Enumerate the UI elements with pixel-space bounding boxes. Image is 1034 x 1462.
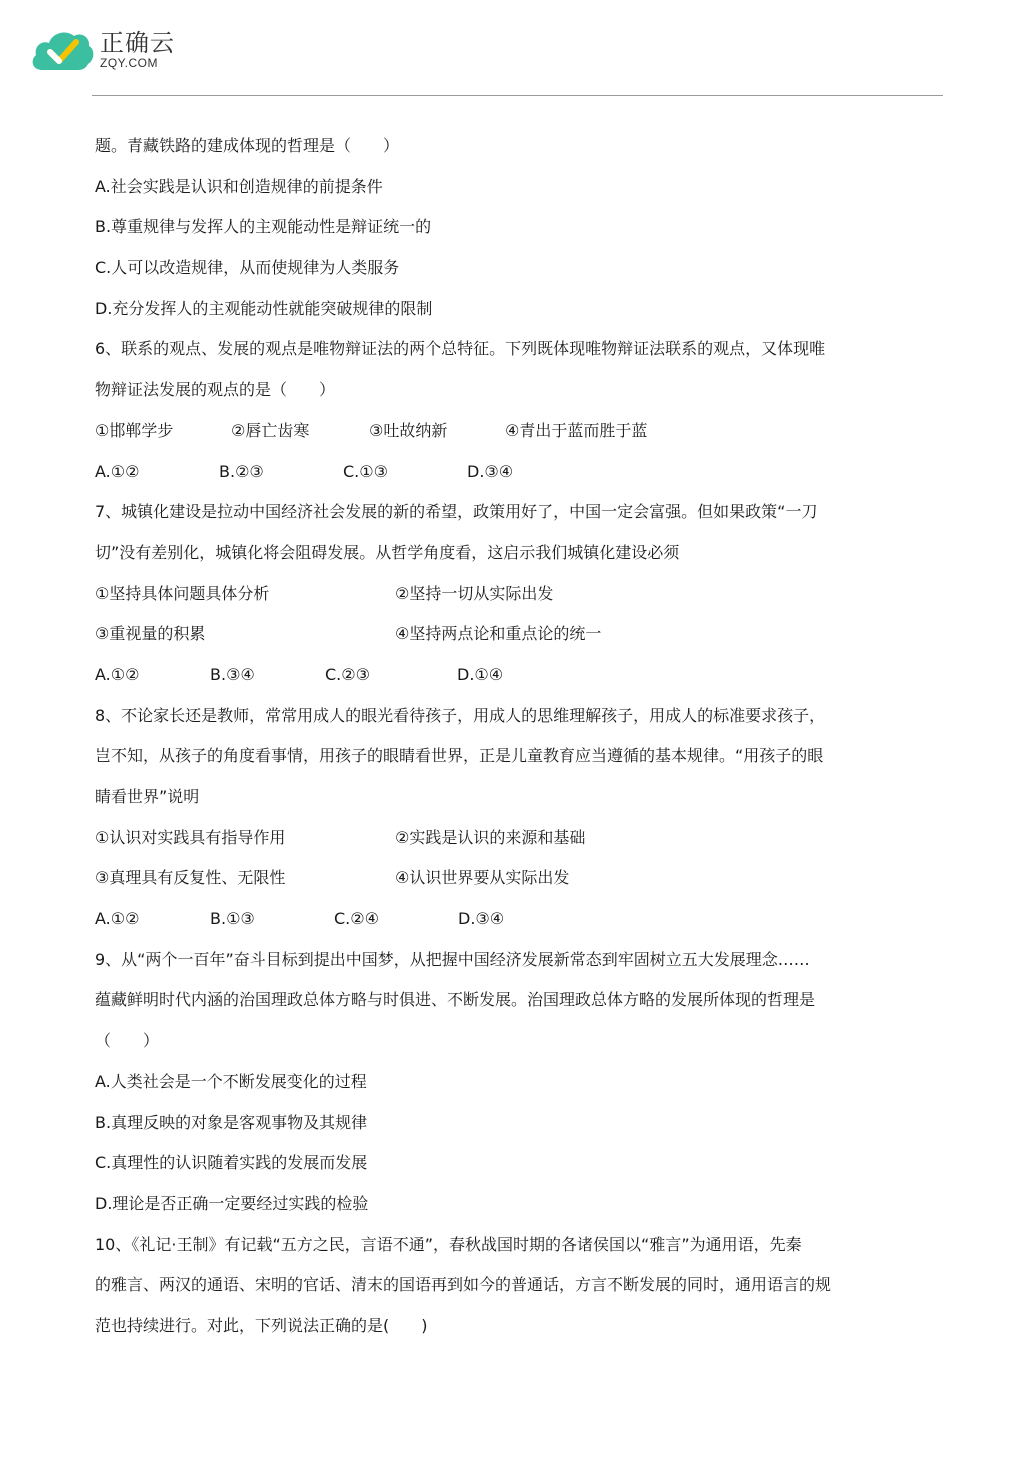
q6-statements [95, 411, 940, 452]
q7-choice-c: C.②③ [325, 664, 370, 684]
option-a: A.社会实践是认识和创造规律的前提条件 [95, 176, 383, 196]
q7-choice-b: B.③④ [210, 664, 255, 684]
q8-statement-3: ③真理具有反复性、无限性 [95, 868, 286, 888]
question-10-text: 10、《礼记·王制》有记载“五方之民，言语不通”，春秋战国时期的各诸侯国以“雅言”为通用语，先秦 [95, 1234, 802, 1254]
q8-statements-row2 [95, 858, 940, 899]
q6-choice-d: D.③④ [467, 461, 514, 481]
q8-choice-d: D.③④ [458, 909, 505, 929]
q8-answer-choices [95, 899, 940, 940]
question-6-text: 6、联系的观点、发展的观点是唯物辩证法的两个总特征。下列既体现唯物辩证法联系的观点，又体现唯 [95, 339, 826, 359]
question-10-text-cont: 的雅言、两汉的通语、宋明的官话、清末的国语再到如今的普通话，方言不断发展的同时，通用语言的规 [95, 1275, 832, 1295]
q6-statement-2: ②唇亡齿寒 [231, 420, 310, 440]
question-8-text-end: 睛看世界”说明 [95, 787, 200, 806]
question-9-text: 9、从“两个一百年”奋斗目标到提出中国梦，从把握中国经济发展新常态到牢固树立五大发展理念…… [95, 949, 810, 969]
header-divider [92, 95, 943, 96]
cloud-check-logo-icon [28, 24, 96, 76]
option-c: C.人可以改造规律，从而使规律为人类服务 [95, 258, 400, 278]
q9-option-c: C.真理性的认识随着实践的发展而发展 [95, 1153, 368, 1173]
question-7-text: 7、城镇化建设是拉动中国经济社会发展的新的希望，政策用好了，中国一定会富强。但如果政策“一刀 [95, 502, 818, 522]
q6-statement-1: ①邯郸学步 [95, 420, 174, 440]
q8-statement-1: ①认识对实践具有指导作用 [95, 827, 286, 847]
q8-choice-a: A.①② [95, 909, 140, 929]
question-10-text-end: 范也持续进行。对此，下列说法正确的是( ) [95, 1315, 428, 1335]
question-text: 题。青藏铁路的建成体现的哲理是（ ） [95, 136, 400, 155]
q7-choice-d: D.①④ [457, 664, 504, 684]
question-7-text-cont: 切”没有差别化，城镇化将会阻碍发展。从哲学角度看，这启示我们城镇化建设必须 [95, 542, 680, 562]
q7-statements-row1 [95, 574, 940, 615]
option-b: B.尊重规律与发挥人的主观能动性是辩证统一的 [95, 217, 432, 237]
exam-content [95, 126, 940, 1347]
q6-statement-4: ④青出于蓝而胜于蓝 [505, 420, 648, 440]
question-8-text-cont: 岂不知，从孩子的角度看事情，用孩子的眼睛看世界，正是儿童教育应当遵循的基本规律。“用孩子的眼 [95, 746, 824, 766]
q7-choice-a: A.①② [95, 664, 140, 684]
header-logo [28, 22, 175, 78]
q6-choice-a: A.①② [95, 461, 140, 481]
q6-answer-choices [95, 452, 940, 493]
q8-statements-row1 [95, 818, 940, 859]
q8-statement-2: ②实践是认识的来源和基础 [395, 827, 586, 847]
logo-name-en: ZQY.COM [100, 56, 158, 70]
option-d: D.充分发挥人的主观能动性就能突破规律的限制 [95, 298, 433, 318]
q9-option-b: B.真理反映的对象是客观事物及其规律 [95, 1112, 368, 1132]
q7-statement-1: ①坚持具体问题具体分析 [95, 583, 270, 603]
question-6-text-cont: 物辩证法发展的观点的是（ ） [95, 380, 336, 400]
question-9-blank: （ ） [95, 1031, 160, 1051]
question-9-text-cont: 蕴藏鲜明时代内涵的治国理政总体方略与时俱进、不断发展。治国理政总体方略的发展所体现的哲理是 [95, 990, 816, 1010]
q6-statement-3: ③吐故纳新 [369, 420, 448, 440]
q8-choice-b: B.①③ [210, 909, 255, 929]
q7-answer-choices [95, 655, 940, 696]
q7-statement-4: ④坚持两点论和重点论的统一 [395, 624, 602, 644]
q8-choice-c: C.②④ [334, 909, 379, 929]
q9-option-d: D.理论是否正确一定要经过实践的检验 [95, 1193, 369, 1213]
question-8-text: 8、不论家长还是教师，常常用成人的眼光看待孩子，用成人的思维理解孩子，用成人的标准要求孩子， [95, 705, 826, 725]
q7-statement-2: ②坚持一切从实际出发 [395, 583, 554, 603]
q6-choice-b: B.②③ [219, 461, 264, 481]
q7-statements-row2 [95, 614, 940, 655]
logo-name-cn: 正确云 [100, 29, 175, 57]
q8-statement-4: ④认识世界要从实际出发 [395, 868, 570, 888]
q7-statement-3: ③重视量的积累 [95, 624, 206, 644]
q6-choice-c: C.①③ [343, 461, 388, 481]
q9-option-a: A.人类社会是一个不断发展变化的过程 [95, 1071, 367, 1091]
